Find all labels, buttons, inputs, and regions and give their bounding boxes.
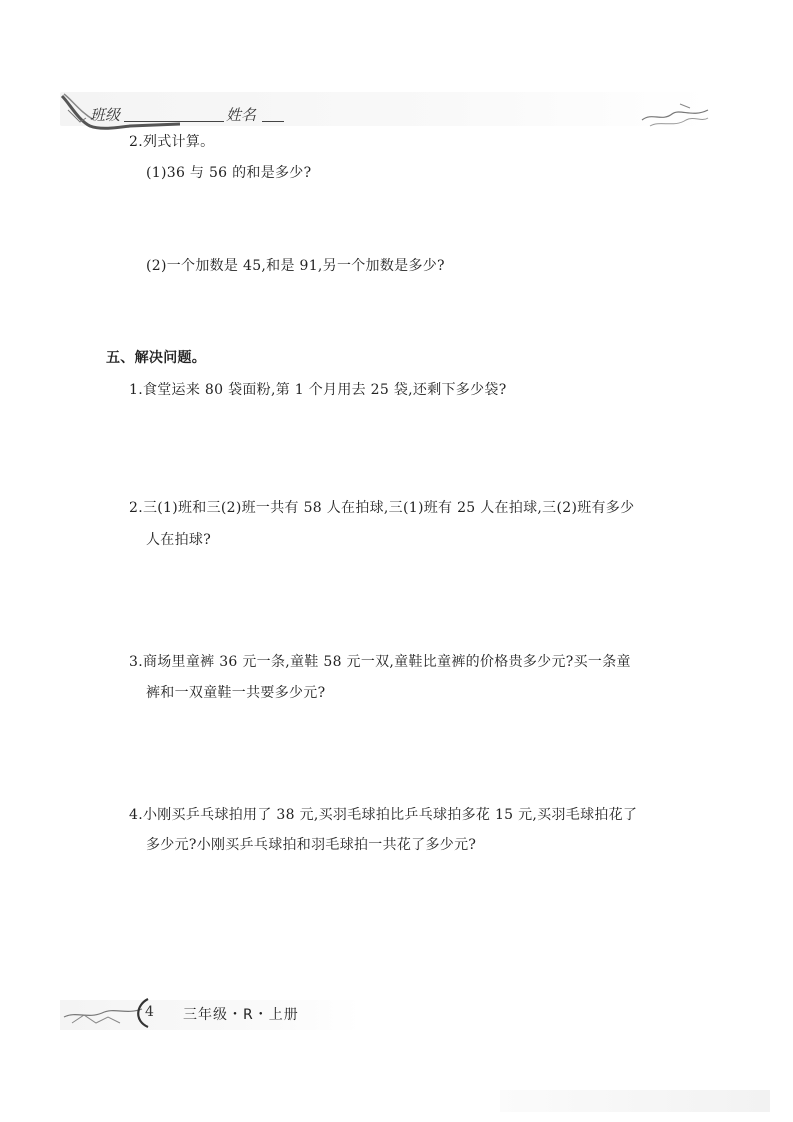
watermark-strip xyxy=(500,1090,770,1112)
section-five-title: 五、解决问题。 xyxy=(106,350,207,366)
problem-4-line-1: 4.小刚买乒乓球拍用了 38 元,买羽毛球拍比乒乓球拍多花 15 元,买羽毛球拍花了 xyxy=(129,807,638,823)
part2-question-1: (1)36 与 56 的和是多少? xyxy=(146,165,312,181)
name-label: 姓名 xyxy=(226,106,257,124)
problem-2-line-1: 2.三(1)班和三(2)班一共有 58 人在拍球,三(1)班有 25 人在拍球,三(2)班有多少 xyxy=(129,500,635,516)
problem-2-line-2: 人在拍球? xyxy=(146,532,212,548)
class-blank-line xyxy=(124,121,224,122)
problem-3-line-2: 裤和一双童鞋一共要多少元? xyxy=(146,685,326,701)
part2-title: 2.列式计算。 xyxy=(129,134,215,150)
problem-3-line-1: 3.商场里童裤 36 元一条,童鞋 58 元一双,童鞋比童裤的价格贵多少元?买一条童 xyxy=(129,654,631,670)
book-info: 三年级・R・上册 xyxy=(183,1007,299,1023)
page-number: 4 xyxy=(145,1004,154,1020)
mountain-decoration-icon xyxy=(62,995,152,1031)
cloud-decoration-icon xyxy=(640,100,710,130)
name-blank-line xyxy=(262,121,284,122)
part2-question-2: (2)一个加数是 45,和是 91,另一个加数是多少? xyxy=(146,258,445,274)
problem-1-line-1: 1.食堂运来 80 袋面粉,第 1 个月用去 25 袋,还剩下多少袋? xyxy=(129,382,507,398)
class-label: 班级 xyxy=(90,106,121,124)
problem-4-line-2: 多少元?小刚买乒乓球拍和羽毛球拍一共花了多少元? xyxy=(146,837,477,853)
